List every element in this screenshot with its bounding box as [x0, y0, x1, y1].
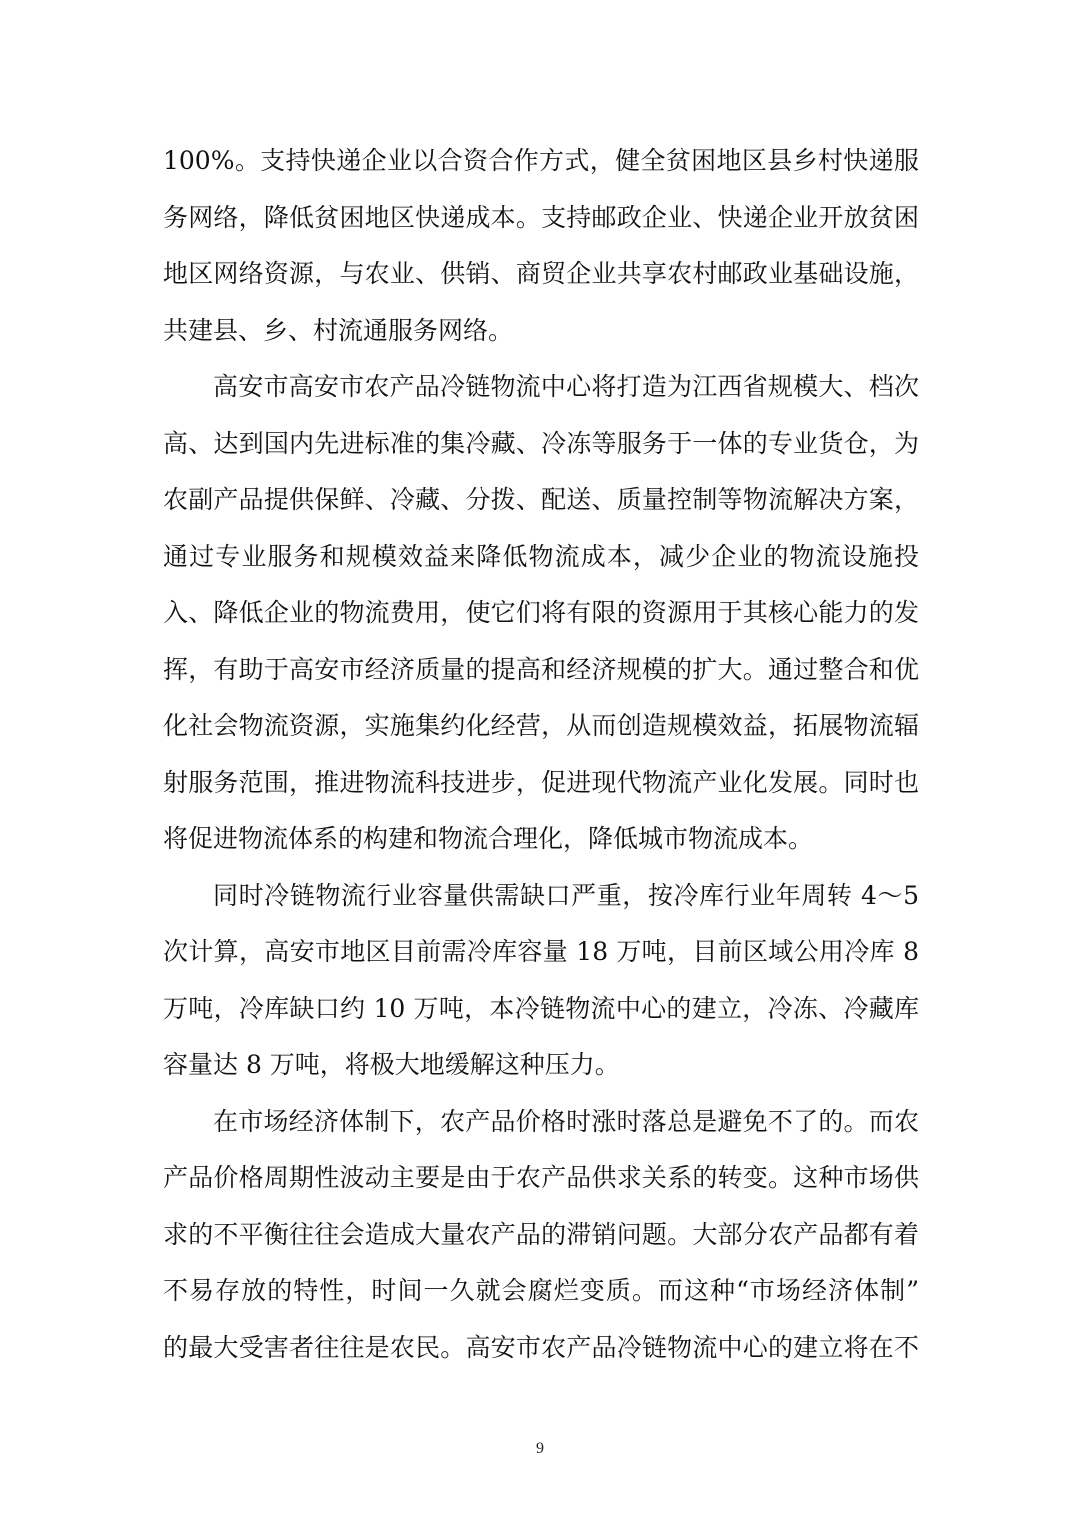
page-number: 9	[536, 1440, 544, 1457]
text-line: 将促进物流体系的构建和物流合理化，降低城市物流成本。	[163, 824, 814, 853]
text-line: 的最大受害者往往是农民。高安市农产品冷链物流中心的建立将在不	[163, 1332, 919, 1362]
text-line: 100%。支持快递企业以合资合作方式，健全贫困地区县乡村快递服	[163, 146, 919, 175]
text-line: 高、达到国内先进标准的集冷藏、冷冻等服务于一体的专业货仓，为	[163, 428, 919, 458]
text-line: 同时冷链物流行业容量供需缺口严重，按冷库行业年周转 4～5	[213, 880, 919, 910]
text-line: 务网络，降低贫困地区快递成本。支持邮政企业、快递企业开放贫困	[163, 202, 919, 232]
text-line: 在市场经济体制下，农产品价格时涨时落总是避免不了的。而农	[213, 1106, 919, 1136]
text-line: 射服务范围，推进物流科技进步，促进现代物流产业化发展。同时也	[163, 767, 919, 797]
text-line: 容量达 8 万吨，将极大地缓解这种压力。	[163, 1050, 620, 1079]
body-text	[163, 133, 919, 1376]
text-line: 求的不平衡往往会造成大量农产品的滞销问题。大部分农产品都有着	[163, 1219, 919, 1249]
text-line: 产品价格周期性波动主要是由于农产品供求关系的转变。这种市场供	[163, 1163, 919, 1192]
text-line: 高安市高安市农产品冷链物流中心将打造为江西省规模大、档次	[213, 372, 919, 401]
paragraph-2	[163, 359, 919, 868]
text-line: 挥，有助于高安市经济质量的提高和经济规模的扩大。通过整合和优	[163, 654, 919, 684]
text-line: 万吨，冷库缺口约 10 万吨，本冷链物流中心的建立，冷冻、冷藏库	[163, 993, 919, 1023]
text-line: 入、降低企业的物流费用，使它们将有限的资源用于其核心能力的发	[163, 598, 919, 627]
text-line: 次计算，高安市地区目前需冷库容量 18 万吨，目前区域公用冷库 8	[163, 937, 919, 966]
text-line: 农副产品提供保鲜、冷藏、分拨、配送、质量控制等物流解决方案，	[163, 485, 919, 514]
paragraph-3	[163, 868, 919, 1094]
text-line: 地区网络资源，与农业、供销、商贸企业共享农村邮政业基础设施，	[163, 259, 919, 288]
text-line: 通过专业服务和规模效益来降低物流成本，减少企业的物流设施投	[163, 541, 919, 571]
paragraph-4	[163, 1094, 919, 1377]
paragraph-1	[163, 133, 919, 359]
text-line: 共建县、乡、村流通服务网络。	[163, 315, 514, 345]
text-line: 化社会物流资源，实施集约化经营，从而创造规模效益，拓展物流辐	[163, 711, 919, 740]
text-line: 不易存放的特性，时间一久就会腐烂变质。而这种“市场经济体制”	[163, 1276, 919, 1305]
